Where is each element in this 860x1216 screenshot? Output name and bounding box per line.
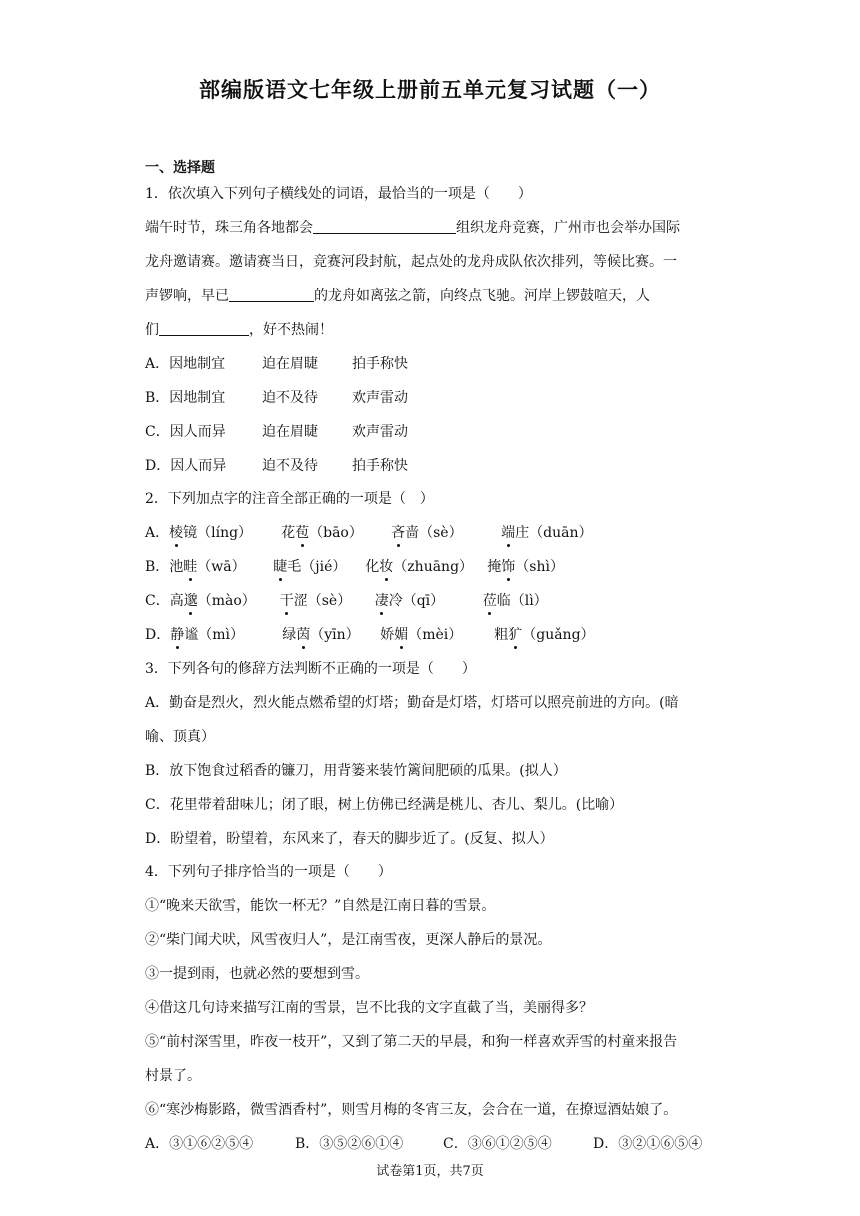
question-4-options (145, 1134, 702, 1154)
question-2-option-d: D．静谧（mì） 绿茵（yīn） 娇媚（mèi） 粗犷（guǎng） (145, 627, 595, 643)
question-1-passage-line-4 (145, 320, 333, 340)
option-term: A．因地制宜 (145, 356, 226, 372)
option-b: B．③⑤②⑥①④ (295, 1136, 404, 1152)
question-1-option-c (145, 422, 408, 442)
blank-3 (159, 321, 249, 336)
page-title: 部编版语文七年级上册前五单元复习试题（一） (199, 78, 661, 102)
question-1-passage-line-1 (145, 218, 680, 238)
question-1-option-b (145, 388, 408, 408)
question-4-sentence-4: ④借这几句诗来描写江南的雪景，岂不比我的文字直截了当，美丽得多？ (145, 1000, 593, 1016)
option-a: A．③①⑥②⑤④ (145, 1136, 254, 1152)
option-term: 迫在眉睫 (262, 356, 318, 372)
dotted-char: 茵 (296, 627, 311, 643)
question-1-passage-line-3 (145, 286, 650, 306)
question-2-option-a: A．棱镜（líng） 花苞（bāo） 吝啬（sè） 端庄（duān） (145, 525, 593, 541)
option-d: D．③②①⑥⑤④ (593, 1136, 703, 1152)
question-4-sentence-3: ③一提到雨，也就必然的要想到雪。 (145, 966, 369, 982)
question-1-option-d (145, 456, 408, 476)
dotted-char: 苞 (295, 525, 310, 541)
dotted-char: 媚 (394, 627, 409, 643)
option-term: 欢声雷动 (352, 390, 408, 406)
option-term: B．因地制宜 (145, 390, 226, 406)
passage-text: 端午时节，珠三角各地都会 (145, 220, 313, 236)
question-2-option-b: B．池畦（wā） 睫毛（jié） 化妆（zhuāng） 掩饰（shì） (145, 559, 564, 575)
question-1-stem: 1．依次填入下列句子横线处的词语，最恰当的一项是（ ） (145, 186, 532, 202)
option-label: C． (145, 593, 170, 609)
question-1-option-a (145, 354, 408, 374)
question-3-option-a: A．勤奋是烈火，烈火能点燃希望的灯塔；勤奋是灯塔，灯塔可以照亮前进的方向。(暗 (145, 695, 679, 711)
question-2-option-c: C．高邈（mào） 干涩（sè） 凄冷（qī） 莅临（lì） (145, 593, 548, 609)
question-3-stem: 3．下列各句的修辞方法判断不正确的一项是（ ） (145, 661, 476, 677)
question-4-sentence-5: ⑤“前村深雪里，昨夜一枝开”，又到了第二天的早晨，和狗一样喜欢弄雪的村童来报告 (145, 1034, 678, 1050)
question-1-passage-line-2: 龙舟邀请赛。邀请赛当日，竞赛河段封航，起点处的龙舟成队依次排列，等候比赛。一 (145, 254, 677, 270)
option-term: 拍手称快 (352, 356, 408, 372)
dotted-char: 凄 (374, 593, 389, 609)
dotted-char: 莅 (482, 593, 497, 609)
question-3-option-c: C．花里带着甜味儿；闭了眼，树上仿佛已经满是桃儿、杏儿、梨儿。(比喻） (145, 797, 624, 813)
dotted-char: 睫 (273, 559, 288, 575)
dotted-char: 饰 (501, 559, 516, 575)
option-label: D． (145, 627, 171, 643)
question-4-stem: 4．下列句子排序恰当的一项是（ ） (145, 864, 392, 880)
option-c: C．③⑥①②⑤④ (443, 1136, 552, 1152)
question-2-stem: 2．下列加点字的注音全部正确的一项是（ ） (145, 491, 434, 507)
passage-text: 们 (145, 322, 159, 338)
passage-text: 的龙舟如离弦之箭，向终点飞驰。河岸上锣鼓喧天，人 (314, 288, 650, 304)
passage-text: 声锣响，早已 (145, 288, 229, 304)
passage-text: 组织龙舟竞赛，广州市也会举办国际 (456, 220, 680, 236)
passage-text: ，好不热闹！ (249, 322, 333, 338)
option-term: 拍手称快 (352, 458, 408, 474)
question-4-sentence-2: ②“柴门闻犬吠，风雪夜归人”，是江南雪夜，更深人静后的景况。 (145, 932, 552, 948)
question-4-sentence-5-cont: 村景了。 (145, 1068, 201, 1084)
option-term: 迫不及待 (262, 458, 318, 474)
question-3-option-b: B．放下饱食过稻香的镰刀，用背篓来装竹篱间肥硕的瓜果。(拟人） (145, 763, 567, 779)
dotted-char: 棱 (169, 525, 184, 541)
dotted-char: 邈 (183, 593, 198, 609)
dotted-char: 犷 (508, 627, 523, 643)
dotted-char: 端 (501, 525, 516, 541)
blank-1 (313, 219, 456, 234)
dotted-char: 干 (279, 593, 294, 609)
question-3-option-a-cont: 喻、顶真） (145, 729, 215, 745)
section-heading: 一、选择题 (145, 160, 215, 176)
question-4-sentence-1: ①“晚来天欲雪，能饮一杯无？”自然是江南日暮的雪景。 (145, 898, 496, 914)
option-term: C．因人而异 (145, 424, 226, 440)
question-3-option-d: D．盼望着，盼望着，东风来了，春天的脚步近了。(反复、拟人） (145, 831, 554, 847)
option-term: D．因人而异 (145, 458, 227, 474)
dotted-char: 静 (170, 627, 185, 643)
option-term: 欢声雷动 (352, 424, 408, 440)
option-term: 迫在眉睫 (262, 424, 318, 440)
dotted-char: 畦 (183, 559, 198, 575)
option-label: B． (145, 559, 170, 575)
dotted-char: 吝 (391, 525, 406, 541)
blank-2 (229, 287, 314, 302)
dotted-char: 妆 (379, 559, 394, 575)
question-4-sentence-6: ⑥“寒沙梅影路，微雪酒香村”，则雪月梅的冬宵三友，会合在一道，在撩逗酒姑娘了。 (145, 1102, 678, 1118)
option-term: 迫不及待 (262, 390, 318, 406)
page-footer: 试卷第1页，共7页 (376, 1164, 484, 1179)
option-label: A． (145, 525, 170, 541)
